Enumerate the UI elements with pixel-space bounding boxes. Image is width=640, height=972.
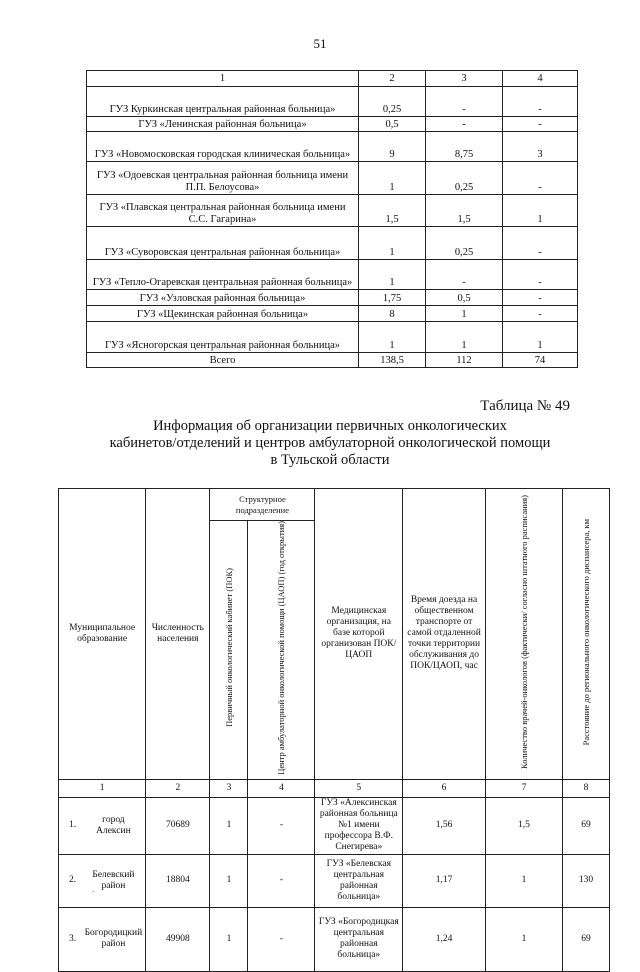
cell-value: 1	[503, 322, 578, 353]
distance-value: 69	[562, 797, 609, 854]
table-row	[87, 87, 578, 117]
municipality-name: город Алексин	[82, 797, 146, 854]
col-number: 4	[248, 779, 315, 797]
municipality-name: Богородицкий район	[82, 907, 146, 971]
organization-name: ГУЗ «Богородицкая центральная районная больница»	[315, 907, 403, 971]
table-row	[87, 162, 578, 195]
org-name: ГУЗ «Ясногорская центральная районная больница»	[87, 322, 359, 353]
cell-value: 0,25	[426, 162, 503, 195]
org-name: ГУЗ «Одоевская центральная районная больница имени П.П. Белоусова»	[87, 162, 359, 195]
header-caop-text: Центр амбулаторной онкологической помощи (ЦАОП) (год открытия)	[276, 521, 287, 775]
table-row	[59, 797, 610, 854]
table-label: Таблица № 49	[480, 398, 570, 414]
cell-value: -	[426, 260, 503, 290]
org-name: ГУЗ Куркинская центральная районная больница»	[87, 87, 359, 117]
cell-value: -	[503, 260, 578, 290]
cell-value: -	[503, 290, 578, 306]
title-line: кабинетов/отделений и центров амбулаторной онкологической помощи	[109, 435, 551, 451]
travel-time-value: 1,24	[403, 907, 486, 971]
population-value: 70689	[146, 797, 210, 854]
caop-value: -	[248, 907, 315, 971]
column-number-row	[59, 779, 610, 797]
population-value: 49908	[146, 907, 210, 971]
cell-value: 8,75	[426, 132, 503, 162]
cell-value: 8	[359, 306, 426, 322]
table-row	[87, 195, 578, 227]
cell-value: 1,75	[359, 290, 426, 306]
col-number: 1	[87, 71, 359, 87]
cell-value: -	[503, 162, 578, 195]
cell-value: 74	[503, 353, 578, 368]
cell-value: -	[503, 117, 578, 132]
header-pok	[210, 521, 248, 780]
cell-value: 1	[359, 260, 426, 290]
distance-value: 69	[562, 907, 609, 971]
table-row	[87, 322, 578, 353]
header-caop	[248, 521, 315, 780]
table-row	[87, 290, 578, 306]
municipality-name: Белевский район	[82, 854, 146, 907]
pok-value: 1	[210, 797, 248, 854]
caop-value: -	[248, 797, 315, 854]
cell-value: 0,5	[426, 290, 503, 306]
row-index: 1.	[59, 797, 82, 854]
cell-value: -	[503, 227, 578, 260]
cell-value: -	[503, 306, 578, 322]
cell-value: 1	[503, 195, 578, 227]
col-number: 4	[503, 71, 578, 87]
header-travel-time: Время доезда на общественном транспорте от самой отдаленной точки территории обслуживания до ПОК/ЦАОП, час	[403, 489, 486, 780]
header-population: Численность населения	[146, 489, 210, 780]
distance-value: 130	[562, 854, 609, 907]
cell-value: 3	[503, 132, 578, 162]
travel-time-value: 1,56	[403, 797, 486, 854]
cell-value: -	[503, 87, 578, 117]
org-name: ГУЗ «Узловская районная больница»	[87, 290, 359, 306]
doctors-value: 1	[485, 907, 562, 971]
table-row	[87, 306, 578, 322]
scan-mark: .	[92, 884, 95, 894]
pok-value: 1	[210, 907, 248, 971]
population-value: 18804	[146, 854, 210, 907]
header-pok-text: Первичный онкологический кабинет (ПОК)	[223, 568, 234, 728]
cell-value: 138,5	[359, 353, 426, 368]
table-header-row	[87, 71, 578, 87]
cell-value: 9	[359, 132, 426, 162]
org-name: ГУЗ «Плавская центральная районная больница имени С.С. Гагарина»	[87, 195, 359, 227]
doctors-value: 1	[485, 854, 562, 907]
table-continuation	[86, 70, 578, 368]
col-number: 5	[315, 779, 403, 797]
table-row	[87, 260, 578, 290]
org-name: ГУЗ «Суворовская центральная районная больница»	[87, 227, 359, 260]
cell-value: 1,5	[426, 195, 503, 227]
header-structural: Структурное подразделение	[210, 489, 315, 521]
header-row	[59, 489, 610, 521]
header-doctors	[485, 489, 562, 780]
title-line: в Тульской области	[270, 452, 390, 468]
cell-value: -	[426, 87, 503, 117]
page-number: 51	[313, 36, 327, 51]
header-distance	[562, 489, 609, 780]
cell-value: 0,5	[359, 117, 426, 132]
table-row	[59, 854, 610, 907]
col-number: 3	[426, 71, 503, 87]
cell-value: 1	[359, 322, 426, 353]
org-name: ГУЗ «Новомосковская городская клиническая больница»	[87, 132, 359, 162]
oncology-table	[58, 488, 610, 972]
cell-value: -	[426, 117, 503, 132]
table-row	[87, 132, 578, 162]
cell-value: 112	[426, 353, 503, 368]
cell-value: 1	[359, 227, 426, 260]
org-name: ГУЗ «Ленинская районная больница»	[87, 117, 359, 132]
col-number: 1	[59, 779, 146, 797]
table-row	[87, 117, 578, 132]
total-row	[87, 353, 578, 368]
caop-value: -	[248, 854, 315, 907]
table-row	[87, 227, 578, 260]
organization-name: ГУЗ «Алексинская районная больница №1 имени профессора В.Ф. Снегирева»	[315, 797, 403, 854]
org-name: ГУЗ «Щекинская районная больница»	[87, 306, 359, 322]
header-doctors-text: Количество врачей-онкологов (фактически/ согласно штатного расписания)	[518, 494, 529, 769]
cell-value: 1,5	[359, 195, 426, 227]
section-title	[80, 418, 580, 469]
col-number: 8	[562, 779, 609, 797]
org-name: ГУЗ «Тепло-Огаревская центральная районная больница»	[87, 260, 359, 290]
col-number: 7	[485, 779, 562, 797]
col-number: 2	[146, 779, 210, 797]
travel-time-value: 1,17	[403, 854, 486, 907]
col-number: 3	[210, 779, 248, 797]
header-distance-text: Расстояние до регионального онкологического диспансера, км	[580, 518, 591, 746]
cell-value: 0,25	[426, 227, 503, 260]
col-number: 2	[359, 71, 426, 87]
total-label: Всего	[87, 353, 359, 368]
cell-value: 1	[426, 306, 503, 322]
pok-value: 1	[210, 854, 248, 907]
row-index: 2.	[59, 854, 82, 907]
cell-value: 1	[426, 322, 503, 353]
cell-value: 1	[359, 162, 426, 195]
table-row	[59, 907, 610, 971]
doctors-value: 1,5	[485, 797, 562, 854]
row-index: 3.	[59, 907, 82, 971]
cell-value: 0,25	[359, 87, 426, 117]
col-number: 6	[403, 779, 486, 797]
header-municipal: Муниципальное образование	[59, 489, 146, 780]
header-organization: Медицинская организация, на базе которой организован ПОК/ЦАОП	[315, 489, 403, 780]
title-line: Информация об организации первичных онкологических	[153, 418, 507, 434]
organization-name: ГУЗ «Белевская центральная районная больница»	[315, 854, 403, 907]
